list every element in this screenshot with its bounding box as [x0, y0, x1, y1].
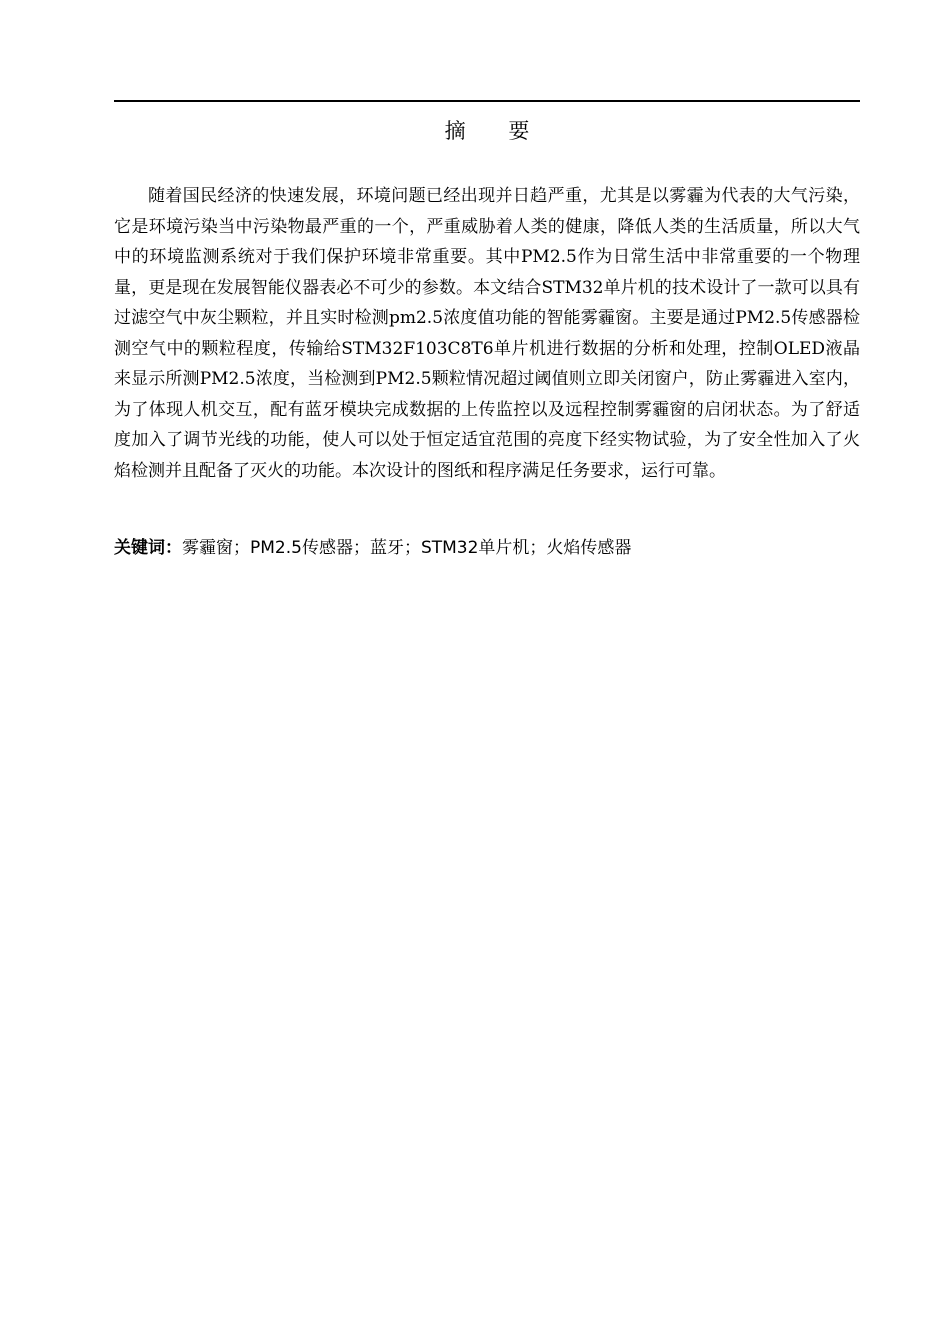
abstract-paragraph: 随着国民经济的快速发展，环境问题已经出现并日趋严重，尤其是以雾霾为代表的大气污染，它是环境污染当中污染物最严重的一个，严重威胁着人类的健康，降低人类的生活质量，所以大气中的环境监测系统对于我们保护环境非常重要。其中PM2.5作为日常生活中非常重要的一个物理量，更是现在发展智能仪器表必不可少的参数。本文结合STM32单片机的技术设计了一款可以具有过滤空气中灰尘颗粒，并且实时检测pm2.5浓度值功能的智能雾霾窗。主要是通过PM2.5传感器检测空气中的颗粒程度，传输给STM32F103C8T6单片机进行数据的分析和处理，控制OLED液晶来显示所测PM2.5浓度，当检测到PM2.5颗粒情况超过阈值则立即关闭窗户，防止雾霾进入室内，为了体现人机交互，配有蓝牙模块完成数据的上传监控以及远程控制雾霾窗的启闭状态。为了舒适度加入了调节光线的功能，使人可以处于恒定适宜范围的亮度下经实物试验，为了安全性加入了火焰检测并且配备了灭火的功能。本次设计的图纸和程序满足任务要求，运行可靠。 [114, 186, 860, 481]
abstract-title: 摘 要 [444, 119, 548, 143]
keywords-text: 雾霾窗；PM2.5传感器；蓝牙；STM32单片机；火焰传感器 [182, 538, 632, 558]
keywords-line [114, 533, 860, 563]
header-rule [114, 100, 860, 102]
keywords-label: 关键词： [114, 538, 182, 558]
